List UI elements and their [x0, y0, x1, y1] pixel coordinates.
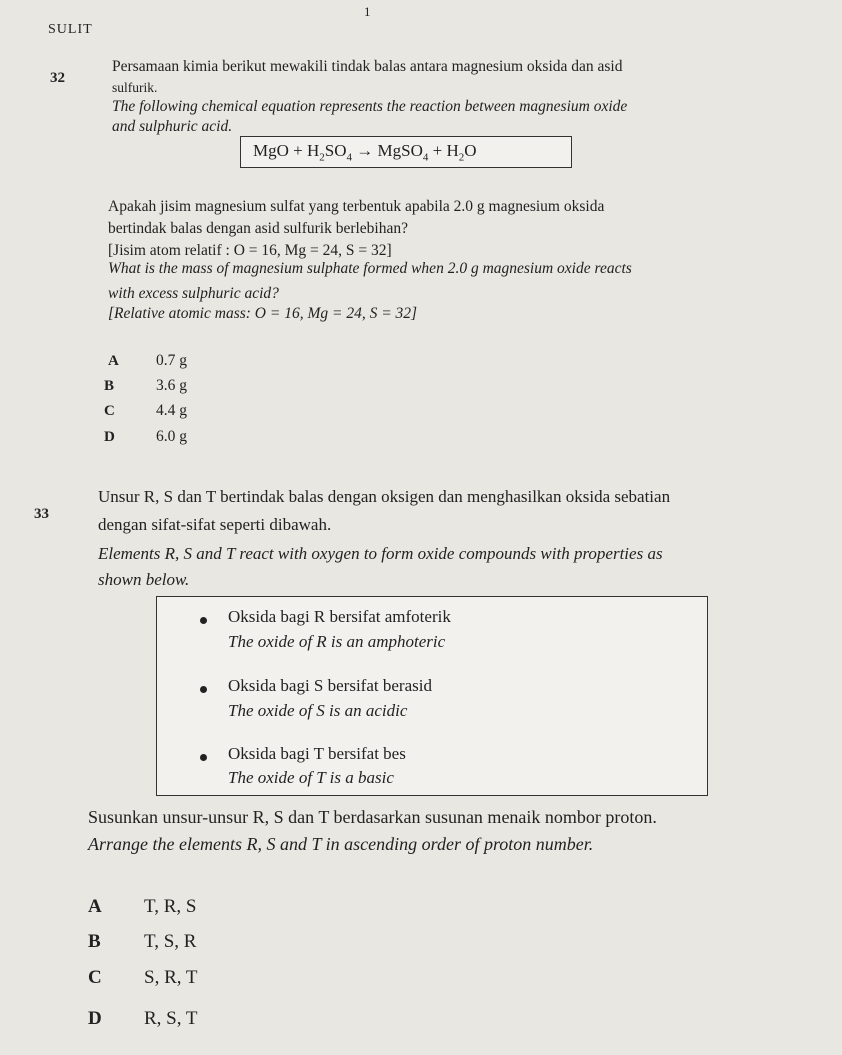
q33-malay-line2: dengan sifat-sifat seperti dibawah.: [98, 515, 332, 534]
q32-english-line2: and sulphuric acid.: [112, 118, 233, 135]
q33-option-d[interactable]: [88, 1008, 198, 1030]
page-number: 1: [364, 4, 371, 19]
q33-prop-t-english: The oxide of T is a basic: [228, 768, 394, 787]
eq-sub-h2o: 2: [458, 151, 465, 164]
q33-malay-line1: Unsur R, S dan T bertindak balas dengan oksigen dan menghasilkan oksida sebatian: [98, 487, 671, 506]
q33-number: 33: [34, 506, 49, 522]
eq-sub-so4: 4: [346, 151, 352, 164]
option-letter: B: [104, 378, 115, 394]
q33-option-b[interactable]: [88, 931, 196, 953]
eq-reactant-mgo: MgO + H: [253, 141, 320, 160]
q32-ask-english-mass: [Relative atomic mass: O = 16, Mg = 24, S = 32]: [108, 305, 418, 322]
option-letter: B: [88, 931, 101, 952]
q33-prop-t-malay: Oksida bagi T bersifat bes: [228, 744, 406, 763]
eq-product-o: O: [464, 141, 477, 160]
eq-arrow: →: [352, 141, 378, 160]
eq-reactant-so4: SO: [324, 141, 347, 160]
bullet-icon: [200, 754, 207, 761]
eq-sub-h2: 2: [319, 151, 325, 164]
q32-option-c[interactable]: [104, 402, 187, 420]
q32-ask-malay-line2: bertindak balas dengan asid sulfurik berlebihan?: [108, 220, 408, 237]
q32-number: 32: [50, 70, 65, 86]
option-value: 4.4 g: [156, 402, 187, 419]
q33-english-line2: [98, 570, 189, 590]
q33-ask-english: [88, 834, 593, 855]
q32-option-a[interactable]: [108, 352, 187, 370]
option-value: 6.0 g: [156, 428, 187, 445]
option-letter: D: [104, 429, 115, 445]
q33-ask-malay: Susunkan unsur-unsur R, S dan T berdasarkan susunan menaik nombor proton.: [88, 807, 657, 827]
option-letter: C: [88, 967, 102, 988]
q33-english-line1: [98, 544, 663, 564]
q32-option-b[interactable]: [104, 377, 187, 395]
q32-ask-malay-mass: [Jisim atom relatif : O = 16, Mg = 24, S = 32]: [108, 242, 392, 259]
q33-prop-r-english: The oxide of R is an amphoteric: [228, 632, 446, 651]
option-value: R, S, T: [144, 1008, 198, 1029]
option-value: S, R, T: [144, 967, 198, 988]
option-value: 3.6 g: [156, 377, 187, 394]
q32-english-line1: The following chemical equation represents the reaction between magnesium oxide: [112, 98, 628, 115]
q32-malay-line2: sulfurik.: [112, 80, 158, 95]
bullet-icon: [200, 617, 207, 624]
option-letter: C: [104, 403, 115, 419]
q32-equation-box: [240, 136, 572, 168]
q32-malay-line1: Persamaan kimia berikut mewakili tindak balas antara magnesium oksida dan asid: [112, 58, 623, 75]
q33-prop-s-english: The oxide of S is an acidic: [228, 701, 408, 720]
q33-option-c[interactable]: [88, 967, 198, 989]
option-value: T, R, S: [144, 896, 197, 917]
q33-prop-r-malay: Oksida bagi R bersifat amfoterik: [228, 607, 451, 626]
q33-english-line2-text: shown below.: [98, 570, 190, 589]
option-letter: A: [88, 896, 102, 917]
eq-product-mgso4: MgSO: [377, 141, 423, 160]
q33-option-a[interactable]: [88, 896, 196, 918]
option-letter: D: [88, 1008, 102, 1029]
q32-ask-english-line1: What is the mass of magnesium sulphate formed when 2.0 g magnesium oxide reacts: [108, 260, 632, 277]
q32-ask-malay-line1: Apakah jisim magnesium sulfat yang terbentuk apabila 2.0 g magnesium oksida: [108, 198, 605, 215]
option-value: T, S, R: [144, 931, 197, 952]
q32-option-d[interactable]: [104, 428, 187, 446]
q32-ask-english-line2: with excess sulphuric acid?: [108, 285, 279, 302]
option-letter: A: [108, 353, 119, 369]
q33-prop-s-malay: Oksida bagi S bersifat berasid: [228, 676, 432, 695]
q33-english-line1-text: Elements R, S and T react with oxygen to form oxide compounds with properties as: [98, 544, 663, 563]
bullet-icon: [200, 686, 207, 693]
q33-ask-english-text: Arrange the elements R, S and T in ascending order of proton number.: [88, 834, 594, 854]
header-label: SULIT: [48, 22, 93, 37]
eq-sub-mgso4: 4: [422, 151, 429, 164]
eq-product-h: + H: [428, 141, 459, 160]
option-value: 0.7 g: [156, 352, 187, 369]
